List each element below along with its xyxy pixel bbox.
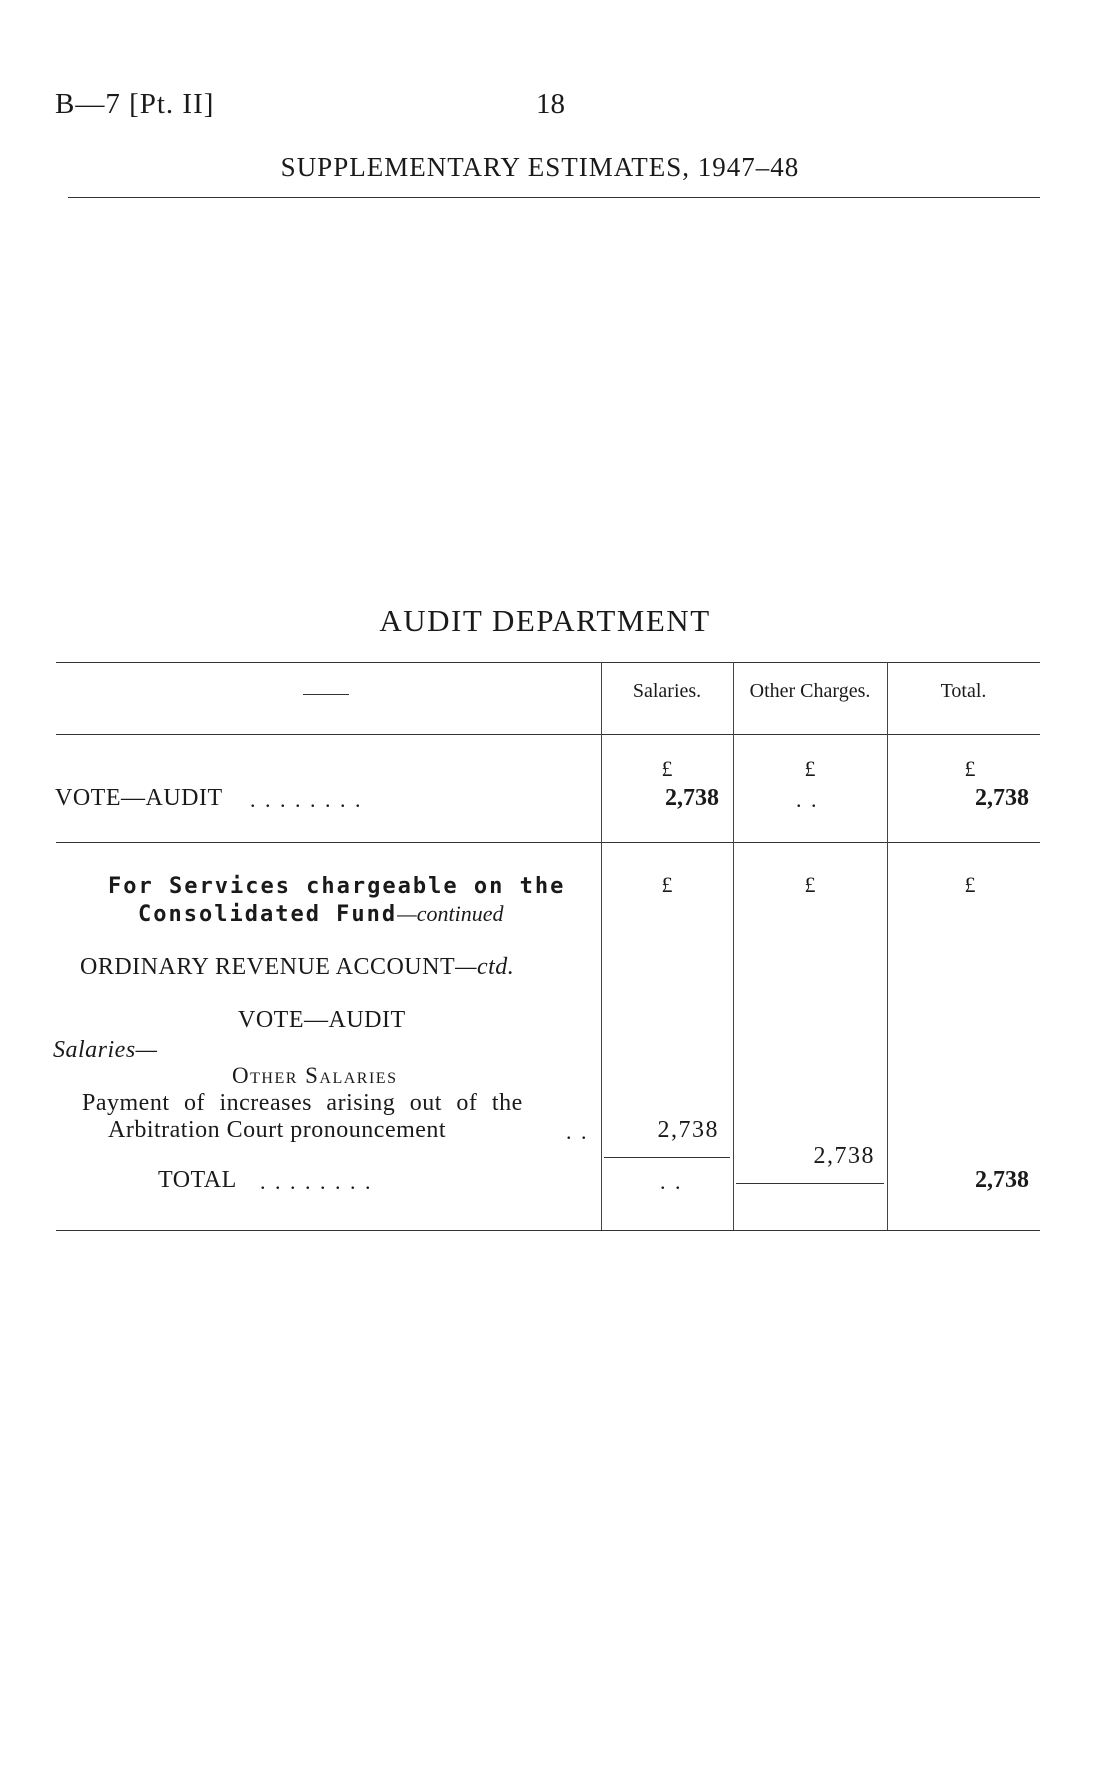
header-rule [68,197,1040,198]
account-name: ORDINARY REVENUE ACCOUNT [80,954,456,980]
section-currency-other-charges: £ [804,872,816,897]
total-total: 2,738 [975,1167,1029,1193]
column-head-other-charges: Other Charges. [749,680,871,702]
document-reference: B—7 [Pt. II] [55,88,215,120]
other-charges-subtotal-rule [736,1183,884,1184]
column-head-salaries: Salaries. [632,680,702,702]
item-group-heading: Other Salaries [232,1063,398,1088]
vote-row-total: 2,738 [975,785,1029,811]
total-leaders: . . . . . . . . [260,1169,373,1194]
salaries-subtotal-rule [604,1157,730,1158]
salaries-subhead: Salaries— [53,1037,158,1063]
item-salaries: 2,738 [657,1117,719,1143]
item-line2: Arbitration Court pronouncement [108,1117,447,1143]
vote-row-rule [56,842,1040,843]
table-top-rule [56,662,1040,663]
section-heading-line2 [138,901,504,927]
running-title: SUPPLEMENTARY ESTIMATES, 1947–48 [280,152,800,182]
section-currency-salaries: £ [661,872,673,897]
table-bottom-rule [56,1230,1040,1231]
vote-row-salaries: 2,738 [665,785,719,811]
section-vote-heading: VOTE—AUDIT [238,1007,406,1033]
account-heading [80,954,514,981]
department-title: AUDIT DEPARTMENT [379,603,711,638]
section-heading-fund: Consolidated Fund [138,902,398,927]
stub-head-dash [303,694,349,695]
total-salaries: . . [660,1169,683,1194]
currency-other-charges: £ [804,756,816,781]
vote-row-label: VOTE—AUDIT [55,785,223,811]
currency-salaries: £ [661,756,673,781]
section-heading-continued: —continued [397,901,504,926]
section-heading-line1: For Services chargeable on the [108,874,566,899]
column-divider-1 [601,662,602,1230]
item-leader: . . [566,1119,589,1144]
currency-total: £ [964,756,976,781]
table-head-rule [56,734,1040,735]
account-suffix: —ctd. [455,954,515,980]
section-currency-total: £ [964,872,976,897]
total-label: TOTAL [158,1167,237,1193]
page-number: 18 [536,88,565,120]
subtotal-other-charges: 2,738 [813,1143,875,1169]
vote-row-leaders: . . . . . . . . [250,787,363,812]
column-head-total: Total. [940,680,987,702]
vote-row-other-charges: . . [796,787,819,812]
column-divider-3 [887,662,888,1230]
item-line1: Payment of increases arising out of the [82,1090,523,1116]
